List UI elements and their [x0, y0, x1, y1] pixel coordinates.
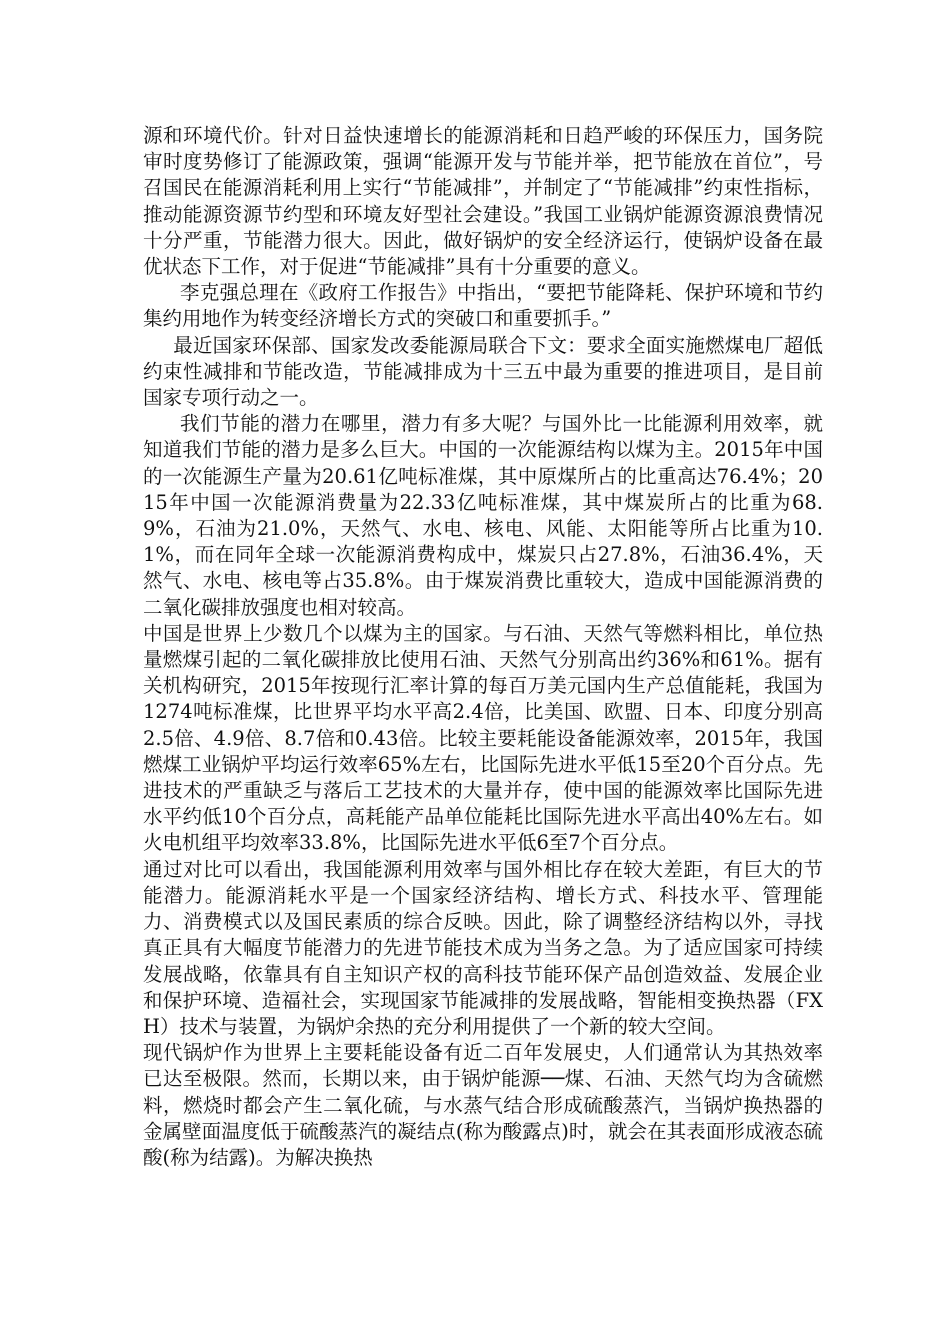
paragraph-energy-policy: 源和环境代价。针对日益快速增长的能源消耗和日趋严峻的环保压力，国务院审时度势修订了能源政策，强调“能源开发与节能并举，把节能放在首位”，号召国民在能源消耗利用上实行“节能减排”，并制定了“节能减排”约束性指标，推动能源资源节约型和环境友好型社会建设。”我国工业锅炉能源资源浪费情况十分严重，节能潜力很大。因此，做好锅炉的安全经济运行，使锅炉设备在最优状态下工作，对于促进“节能减排”具有十分重要的意义。: [143, 124, 823, 279]
paragraph-efficiency-gap: 通过对比可以看出，我国能源利用效率与国外相比存在较大差距，有巨大的节能潜力。能源消耗水平是一个国家经济结构、增长方式、科技水平、管理能力、消费模式以及国民素质的综合反映。因此，除了调整经济结构以外，寻找真正具有大幅度节能潜力的先进节能技术成为当务之急。为了适应国家可持续发展战略，依靠具有自主知识产权的高科技节能环保产品创造效益、发展企业和保护环境、造福社会，实现国家节能减排的发展战略，智能相变换热器（FXH）技术与装置，为锅炉余热的充分利用提供了一个新的较大空间。: [143, 857, 823, 1038]
paragraph-government-report: 李克强总理在《政府工作报告》中指出，“要把节能降耗、保护环境和节约集约用地作为转变经济增长方式的突破口和重要抓手。”: [143, 281, 823, 331]
paragraph-coal-comparison: 中国是世界上少数几个以煤为主的国家。与石油、天然气等燃料相比，单位热量燃煤引起的二氧化碳排放比使用石油、天然气分别高出约36%和61%。据有关机构研究，2015年按现行汇率计算的每百万美元国内生产总值能耗，我国为1274吨标准煤，比世界平均水平高2.4倍，比美国、欧盟、日本、印度分别高2.5倍、4.9倍、8.7倍和0.43倍。比较主要耗能设备能源效率，2015年，我国燃煤工业锅炉平均运行效率65%左右，比国际先进水平低15至20个百分点。先进技术的严重缺乏与落后工艺技术的大量并存，使中国的能源效率比国际先进水平约低10个百分点，高耗能产品单位能耗比国际先进水平高出40%左右。如火电机组平均效率33.8%，比国际先进水平低6至7个百分点。: [143, 621, 823, 855]
paragraph-emission-reduction: 最近国家环保部、国家发改委能源局联合下文：要求全面实施燃煤电厂超低约束性减排和节能改造，节能减排成为十三五中最为重要的推进项目，是目前国家专项行动之一。: [143, 333, 823, 410]
paragraph-energy-potential: 我们节能的潜力在哪里，潜力有多大呢？与国外比一比能源利用效率，就知道我们节能的潜力是多么巨大。中国的一次能源结构以煤为主。2015年中国的一次能源生产量为20.61亿吨标准煤，其中原煤所占的比重高达76.4%；2015年中国一次能源消费量为22.33亿吨标准煤，其中煤炭所占的比重为68.9%，石油为21.0%，天然气、水电、核电、风能、太阳能等所占比重为10.1%，而在同年全球一次能源消费构成中，煤炭只占27.8%，石油36.4%，天然气、水电、核电等占35.8%。由于煤炭消费比重较大，造成中国能源消费的二氧化碳排放强度也相对较高。: [143, 412, 823, 619]
paragraph-modern-boiler: 现代锅炉作为世界上主要耗能设备有近二百年发展史，人们通常认为其热效率已达至极限。然而，长期以来，由于锅炉能源──煤、石油、天然气均为含硫燃料，燃烧时都会产生二氧化硫，与水蒸气结合形成硫酸蒸汽，当锅炉换热器的金属壁面温度低于硫酸蒸汽的凝结点(称为酸露点)时，就会在其表面形成液态硫酸(称为结露)。为解决换热: [143, 1041, 823, 1169]
document-page: [143, 123, 823, 1171]
